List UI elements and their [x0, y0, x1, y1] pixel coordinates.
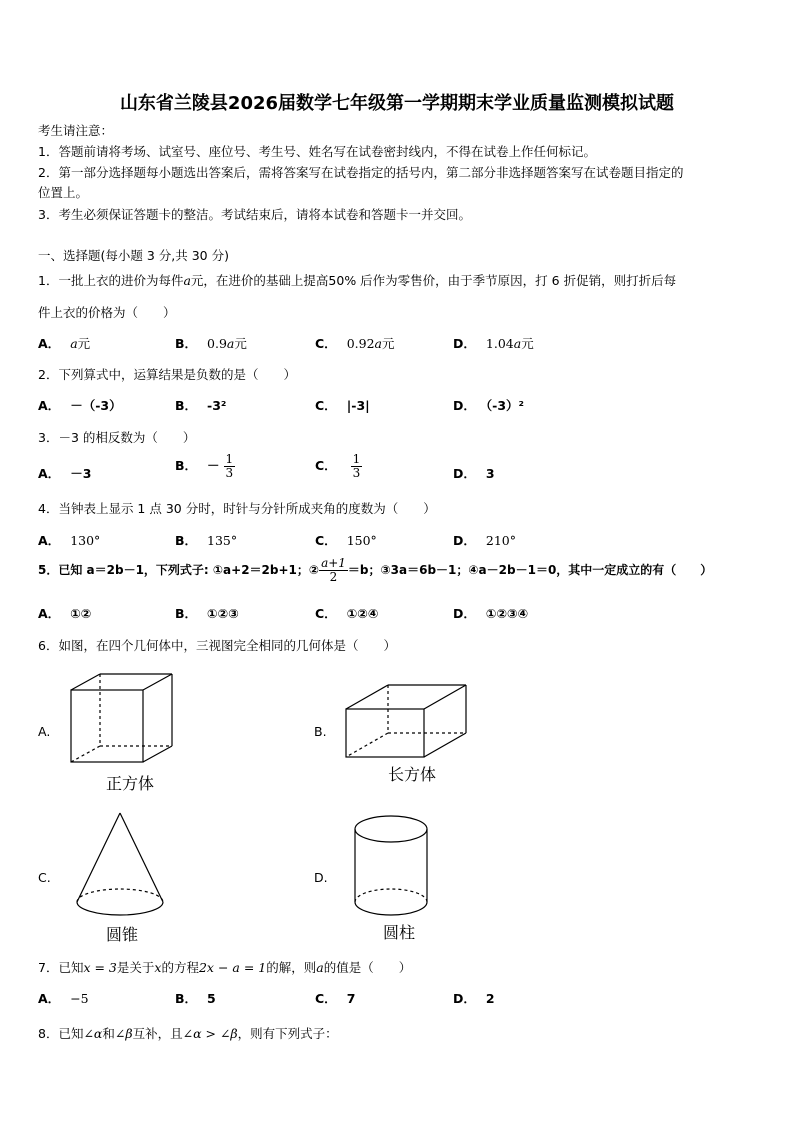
figure-a-label: A. — [38, 724, 51, 739]
figure-c-label: C. — [38, 870, 51, 885]
question-3-stem: 3．－3 的相反数为（ ） — [38, 430, 196, 445]
question-5-stem: 5．已知 a＝2b－1，下列式子: ①a+2＝2b+1；② $\frac{a+1}{2}$ ＝b；③3a＝6b－1；④a－2b－1＝0，其中一定成立的有（ ） — [38, 556, 713, 584]
question-3-option-b: B． － $\frac{1}{3}$ — [175, 452, 234, 480]
notice-item: 2．第一部分选择题每小题选出答案后，需将答案写在试卷指定的括号内，第二部分非选择题答案写在试卷题目指定的 — [38, 165, 684, 180]
question-1-option-a: A． a元 — [38, 336, 91, 351]
question-4-stem: 4．当钟表上显示 1 点 30 分时，时针与分针所成夹角的度数为（ ） — [38, 501, 436, 516]
fraction: $\frac{1}{3}$ — [352, 452, 361, 480]
question-4-option-b: B． 135° — [175, 533, 238, 548]
question-2-stem: 2．下列算式中，运算结果是负数的是（ ） — [38, 367, 296, 382]
question-7-option-a: A． −5 — [38, 991, 89, 1006]
question-4-option-d: D． 210° — [453, 533, 516, 548]
question-3-option-c: C． $\frac{1}{3}$ — [315, 452, 361, 480]
cylinder-icon — [353, 814, 433, 919]
notice-item: 位置上。 — [38, 185, 89, 200]
question-4-option-a: A． 130° — [38, 533, 101, 548]
question-5-option-a: A． ①② — [38, 606, 92, 621]
figure-c-name: 圆锥 — [106, 925, 139, 944]
question-3-option-d: D． 3 — [453, 466, 495, 481]
question-1-stem: 1．一批上衣的进价为每件a元，在进价的基础上提高50% 后作为零售价，由于季节原因，打 6 折促销，则打折后每 — [38, 273, 677, 288]
cuboid-icon — [345, 684, 470, 759]
question-2-option-a: A． －（-3） — [38, 398, 122, 413]
question-2-option-b: B． -3² — [175, 398, 227, 413]
cube-icon — [70, 673, 180, 773]
page-title: 山东省兰陵县2026届数学七年级第一学期期末学业质量监测模拟试题 — [119, 93, 675, 114]
question-3-option-a: A． －3 — [38, 466, 92, 481]
notice-item: 3．考生必须保证答题卡的整洁。考试结束后，请将本试卷和答题卡一并交回。 — [38, 207, 471, 222]
question-6-stem: 6．如图，在四个几何体中，三视图完全相同的几何体是（ ） — [38, 638, 396, 653]
question-1-option-b: B． 0.9a元 — [175, 336, 247, 351]
figure-d-label: D. — [314, 870, 328, 885]
question-7-stem: 7．已知x = 3是关于x的方程2x − a = 1的解，则a的值是（ ） — [38, 960, 412, 975]
question-5-option-c: C． ①②④ — [315, 606, 379, 621]
question-7-option-c: C． 7 — [315, 991, 356, 1006]
question-2-option-c: C． |-3| — [315, 398, 370, 413]
figure-b-name: 长方体 — [388, 765, 437, 784]
question-2-option-d: D． （-3）² — [453, 398, 525, 413]
cone-icon — [75, 812, 165, 917]
fraction: $\frac{1}{3}$ — [225, 452, 234, 480]
figure-d-name: 圆柱 — [383, 923, 416, 942]
question-5-option-b: B． ①②③ — [175, 606, 239, 621]
notice-item: 1．答题前请将考场、试室号、座位号、考生号、姓名写在试卷密封线内，不得在试卷上作任何标记。 — [38, 144, 596, 159]
question-7-option-b: B． 5 — [175, 991, 216, 1006]
question-5-option-d: D． ①②③④ — [453, 606, 529, 621]
fraction: $\frac{a+1}{2}$ — [321, 556, 346, 584]
figure-b-label: B. — [314, 724, 327, 739]
question-8-stem: 8．已知∠α和∠β互补，且∠α > ∠β，则有下列式子： — [38, 1026, 338, 1041]
question-1-option-c: C． 0.92a元 — [315, 336, 395, 351]
question-1-stem-line2: 件上衣的价格为（ ） — [38, 305, 176, 320]
question-7-option-d: D． 2 — [453, 991, 495, 1006]
figure-a-name: 正方体 — [106, 774, 155, 793]
notice-heading: 考生请注意： — [38, 123, 114, 138]
section-heading: 一、选择题(每小题 3 分,共 30 分) — [38, 248, 229, 263]
question-1-option-d: D． 1.04a元 — [453, 336, 534, 351]
question-4-option-c: C． 150° — [315, 533, 377, 548]
